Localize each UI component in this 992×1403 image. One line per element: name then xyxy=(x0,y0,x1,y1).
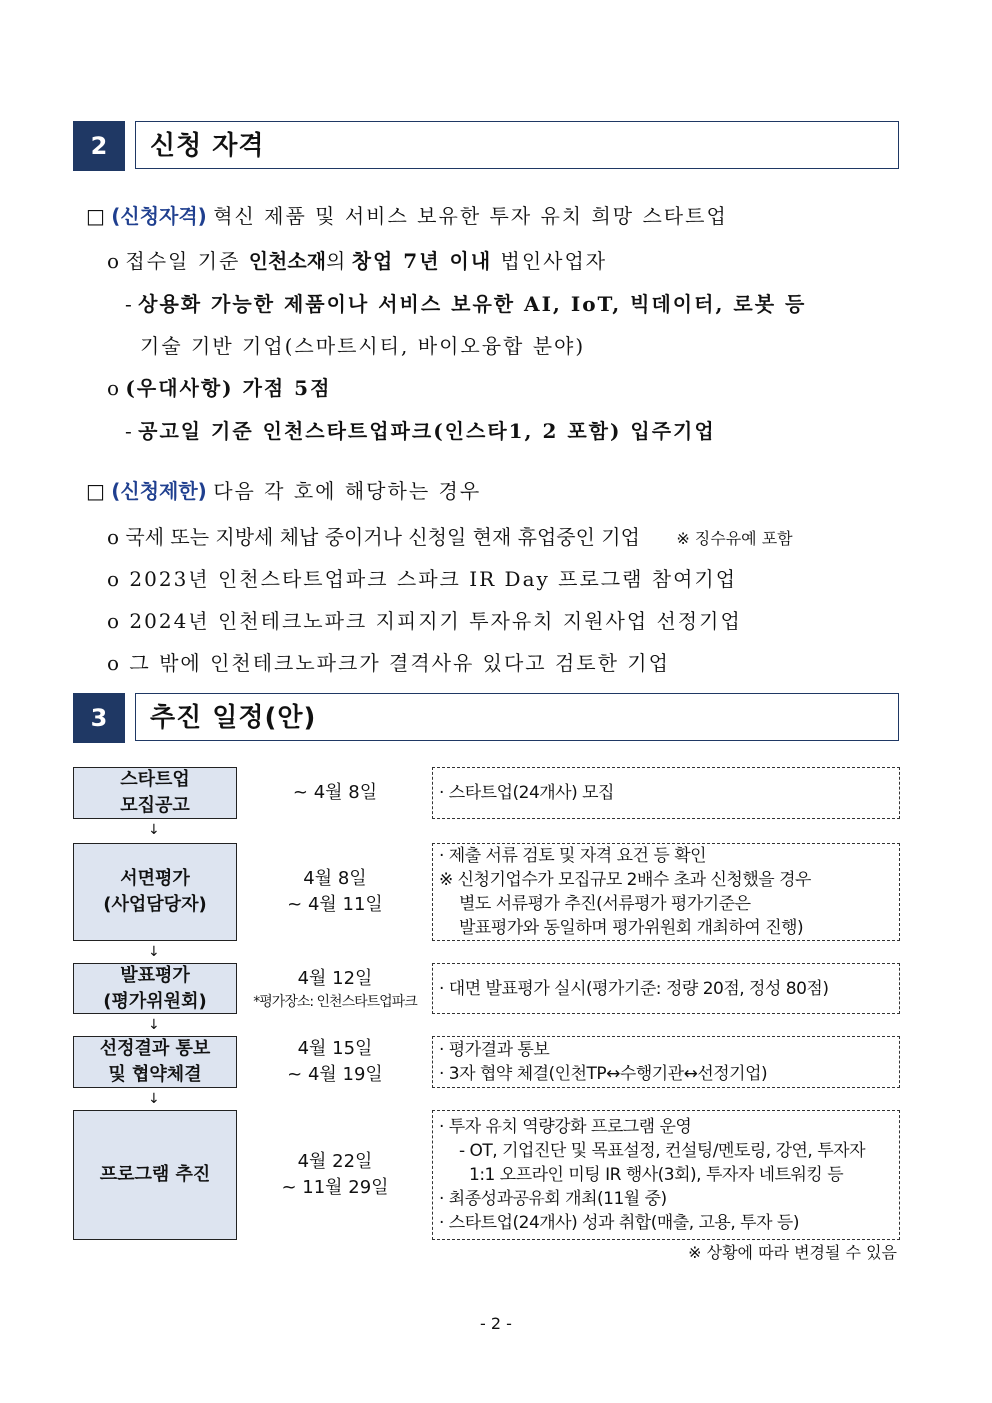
preference-item xyxy=(107,372,331,401)
text-run: 법인사업자 xyxy=(492,249,608,273)
section-title: 신청 자격 xyxy=(135,121,899,169)
text-run-bold: 창업 7년 이내 xyxy=(351,249,493,273)
detail-line: - OT, 기업진단 및 목표설정, 컨설팅/멘토링, 강연, 투자자 xyxy=(459,1141,866,1161)
restriction-text: 다음 각 호에 해당하는 경우 xyxy=(213,479,482,503)
schedule-detail-box xyxy=(432,1110,900,1240)
stage-label: 및 협약체결 xyxy=(108,1064,202,1085)
schedule-date xyxy=(240,843,430,941)
eligibility-subitem-cont: 기술 기반 기업(스마트시티, 바이오융합 분야) xyxy=(140,334,586,358)
stage-label: 선정결과 통보 xyxy=(99,1038,211,1059)
text-run: 의 xyxy=(326,249,352,273)
preference-subitem xyxy=(125,415,716,444)
detail-line: · 최종성과공유회 개최(11월 중) xyxy=(439,1189,667,1209)
restriction-item-text: 국세 또는 지방세 체납 중이거나 신청일 현재 휴업중인 기업 xyxy=(125,525,640,549)
restriction-heading xyxy=(86,475,481,504)
checkbox-glyph: □ xyxy=(86,204,105,228)
stage-label: 발표평가 xyxy=(120,964,190,986)
restriction-item xyxy=(107,647,670,676)
detail-line: · 스타트업(24개사) 성과 취합(매출, 고용, 투자 등) xyxy=(439,1213,799,1233)
schedule-detail-box xyxy=(432,767,900,819)
checkbox-glyph: □ xyxy=(86,479,105,503)
detail-line: 1:1 오프라인 미팅 IR 행사(3회), 투자자 네트워킹 등 xyxy=(469,1165,844,1185)
schedule-detail-box xyxy=(432,843,900,941)
date-text: ~ 11월 29일 xyxy=(281,1177,389,1198)
stage-label: 서면평가 xyxy=(120,868,190,889)
detail-line: · 스타트업(24개사) 모집 xyxy=(439,783,614,803)
eligibility-item xyxy=(107,245,607,274)
page-number: - 2 - xyxy=(480,1314,512,1333)
stage-label: 프로그램 추진 xyxy=(99,1164,211,1185)
date-text: 4월 15일 xyxy=(297,1038,373,1059)
stage-label: 스타트업 xyxy=(120,769,190,790)
eligibility-subitem xyxy=(125,288,806,317)
stage-label: (사업담당자) xyxy=(103,894,207,915)
text-run: 접수일 기준 xyxy=(125,249,249,273)
restriction-item-text: 2023년 인천스타트업파크 스파크 IR Day 프로그램 참여기업 xyxy=(129,567,738,591)
stage-label: (평가위원회) xyxy=(103,990,207,1012)
text-run-bold: (우대사항) 가점 5점 xyxy=(125,376,332,400)
detail-line: 별도 서류평가 추진(서류평가 평가기준은 xyxy=(459,894,751,914)
section-3-header xyxy=(73,693,901,743)
schedule-detail-box xyxy=(432,1036,900,1088)
schedule-footnote: ※ 상황에 따라 변경될 수 있음 xyxy=(688,1243,897,1262)
section-number: 3 xyxy=(73,693,125,743)
flow-arrow: ↓ xyxy=(148,944,160,960)
eligibility-heading xyxy=(86,200,728,229)
dash-mark: - xyxy=(125,292,132,316)
restriction-item xyxy=(107,563,737,592)
text-run-bold: 상용화 가능한 제품이나 서비스 보유한 AI, IoT, 빅데이터, 로봇 등 xyxy=(138,292,807,316)
bullet-mark: o xyxy=(107,609,122,633)
flow-arrow: ↓ xyxy=(148,1017,160,1033)
text-run-bold: 공고일 기준 인천스타트업파크(인스타1, 2 포함) 입주기업 xyxy=(138,419,716,443)
detail-line: · 투자 유치 역량강화 프로그램 운영 xyxy=(439,1117,692,1137)
schedule-date xyxy=(240,767,430,819)
restriction-item xyxy=(107,605,742,634)
schedule-date xyxy=(240,1110,430,1240)
restriction-item-note: ※ 징수유예 포함 xyxy=(676,529,793,548)
restriction-item-text: 그 밖에 인천테크노파크가 결격사유 있다고 검토한 기업 xyxy=(129,651,670,675)
schedule-date xyxy=(240,963,430,1014)
restriction-tag: (신청제한) xyxy=(111,479,207,503)
text-run-bold: 인천소재 xyxy=(248,249,327,273)
schedule-stage-box xyxy=(73,843,237,941)
bullet-mark: o xyxy=(107,651,122,675)
restriction-item-text: 2024년 인천테크노파크 지피지기 투자유치 지원사업 선정기업 xyxy=(129,609,742,633)
schedule-stage-box xyxy=(73,963,237,1014)
flow-arrow: ↓ xyxy=(148,822,160,838)
schedule-detail-box xyxy=(432,963,900,1014)
detail-line: ※ 신청기업수가 모집규모 2배수 초과 신청했을 경우 xyxy=(439,870,811,890)
date-text: 4월 12일 xyxy=(297,967,373,989)
detail-line: · 3자 협약 체결(인천TP↔수행기관↔선정기업) xyxy=(439,1064,768,1084)
detail-line: 발표평가와 동일하며 평가위원회 개최하여 진행) xyxy=(459,918,804,938)
section-number: 2 xyxy=(73,121,125,171)
schedule-stage-box xyxy=(73,1110,237,1240)
date-text: ~ 4월 19일 xyxy=(287,1064,383,1085)
date-text: ~ 4월 11일 xyxy=(287,894,383,915)
bullet-mark: o xyxy=(107,567,122,591)
section-title: 추진 일정(안) xyxy=(135,693,899,741)
schedule-stage-box xyxy=(73,767,237,819)
stage-label: 모집공고 xyxy=(120,795,190,816)
eligibility-text: 혁신 제품 및 서비스 보유한 투자 유치 희망 스타트업 xyxy=(213,204,728,228)
date-text: 4월 22일 xyxy=(297,1151,373,1172)
detail-line: · 대면 발표평가 실시(평가기준: 정량 20점, 정성 80점) xyxy=(439,978,829,999)
bullet-mark: o xyxy=(107,525,120,549)
eligibility-tag: (신청자격) xyxy=(111,204,207,228)
flow-arrow: ↓ xyxy=(148,1091,160,1107)
dash-mark: - xyxy=(125,419,132,443)
schedule-stage-box xyxy=(73,1036,237,1088)
date-subtext: *평가장소: 인천스타트업파크 xyxy=(253,993,417,1010)
bullet-mark: o xyxy=(107,376,120,400)
bullet-mark: o xyxy=(107,249,120,273)
section-2-header xyxy=(73,121,901,171)
detail-line: · 제출 서류 검토 및 자격 요건 등 확인 xyxy=(439,846,707,866)
schedule-date xyxy=(240,1036,430,1088)
detail-line: · 평가결과 통보 xyxy=(439,1040,550,1060)
date-text: 4월 8일 xyxy=(303,868,367,889)
date-text: ~ 4월 8일 xyxy=(292,782,378,803)
restriction-item xyxy=(107,521,793,550)
